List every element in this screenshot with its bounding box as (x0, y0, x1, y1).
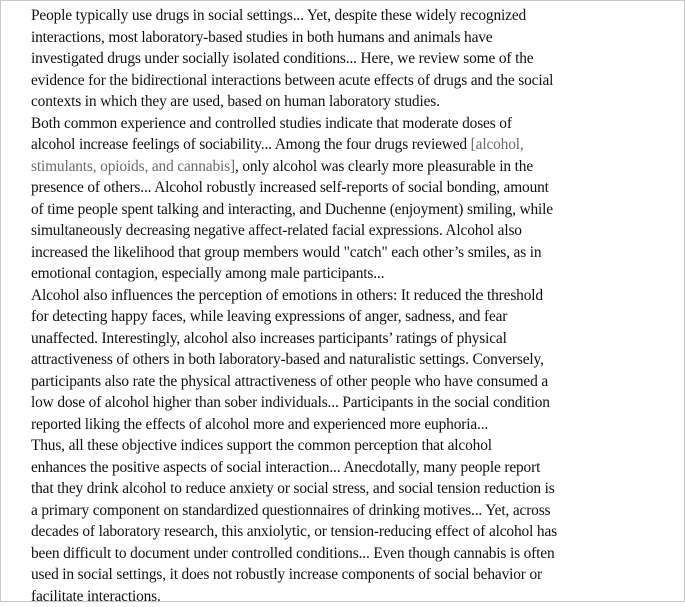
text-line: Both common experience and controlled studies indicate that moderate doses of (4, 113, 676, 135)
bracketed-drug-list: stimulants, opioids, and cannabis] (31, 158, 235, 175)
text-segment: , only alcohol was clearly more pleasurable in the (235, 158, 533, 175)
paragraph-2 (4, 113, 676, 285)
text-line: interactions, most laboratory-based studies in both humans and animals have (4, 27, 676, 49)
text-line: participants also rate the physical attractiveness of other people who have consumed a (4, 371, 676, 393)
text-line: evidence for the bidirectional interactions between acute effects of drugs and the social (4, 70, 676, 92)
text-line: Thus, all these objective indices support the common perception that alcohol (4, 435, 676, 457)
paragraph-3 (4, 285, 676, 436)
text-line: facilitate interactions. (4, 586, 676, 607)
text-line: of time people spent talking and interacting, and Duchenne (enjoyment) smiling, while (4, 199, 676, 221)
text-line: that they drink alcohol to reduce anxiety or social stress, and social tension reduction is (4, 478, 676, 500)
text-line: used in social settings, it does not robustly increase components of social behavior or (4, 564, 676, 586)
text-line: a primary component on standardized questionnaires of drinking motives... Yet, across (4, 500, 676, 522)
text-segment: alcohol increase feelings of sociability... Among the four drugs reviewed (31, 136, 471, 153)
text-line: enhances the positive aspects of social interaction... Anecdotally, many people report (4, 457, 676, 479)
text-line: attractiveness of others in both laboratory-based and naturalistic settings. Conversely, (4, 349, 676, 371)
text-line: contexts in which they are used, based on human laboratory studies. (4, 91, 676, 113)
text-line: presence of others... Alcohol robustly increased self-reports of social bonding, amount (4, 177, 676, 199)
text-line: unaffected. Interestingly, alcohol also increases participants’ ratings of physical (4, 328, 676, 350)
document-text (4, 5, 676, 607)
text-line: emotional contagion, especially among male participants... (4, 263, 676, 285)
text-line: reported liking the effects of alcohol more and experienced more euphoria... (4, 414, 676, 436)
text-line (4, 134, 676, 156)
text-line: increased the likelihood that group members would "catch" each other’s smiles, as in (4, 242, 676, 264)
text-line: low dose of alcohol higher than sober individuals... Participants in the social condition (4, 392, 676, 414)
text-line: Alcohol also influences the perception of emotions in others: It reduced the threshold (4, 285, 676, 307)
text-line: simultaneously decreasing negative affect-related facial expressions. Alcohol also (4, 220, 676, 242)
paragraph-1 (4, 5, 676, 113)
text-line: been difficult to document under controlled conditions... Even though cannabis is often (4, 543, 676, 565)
text-line: decades of laboratory research, this anxiolytic, or tension-reducing effect of alcohol has (4, 521, 676, 543)
text-line: for detecting happy faces, while leaving expressions of anger, sadness, and fear (4, 306, 676, 328)
text-line: investigated drugs under socially isolated conditions... Here, we review some of the (4, 48, 676, 70)
paragraph-4 (4, 435, 676, 607)
text-line: People typically use drugs in social settings... Yet, despite these widely recognized (4, 5, 676, 27)
text-line (4, 156, 676, 178)
bracketed-drug-list: [alcohol, (471, 136, 524, 153)
